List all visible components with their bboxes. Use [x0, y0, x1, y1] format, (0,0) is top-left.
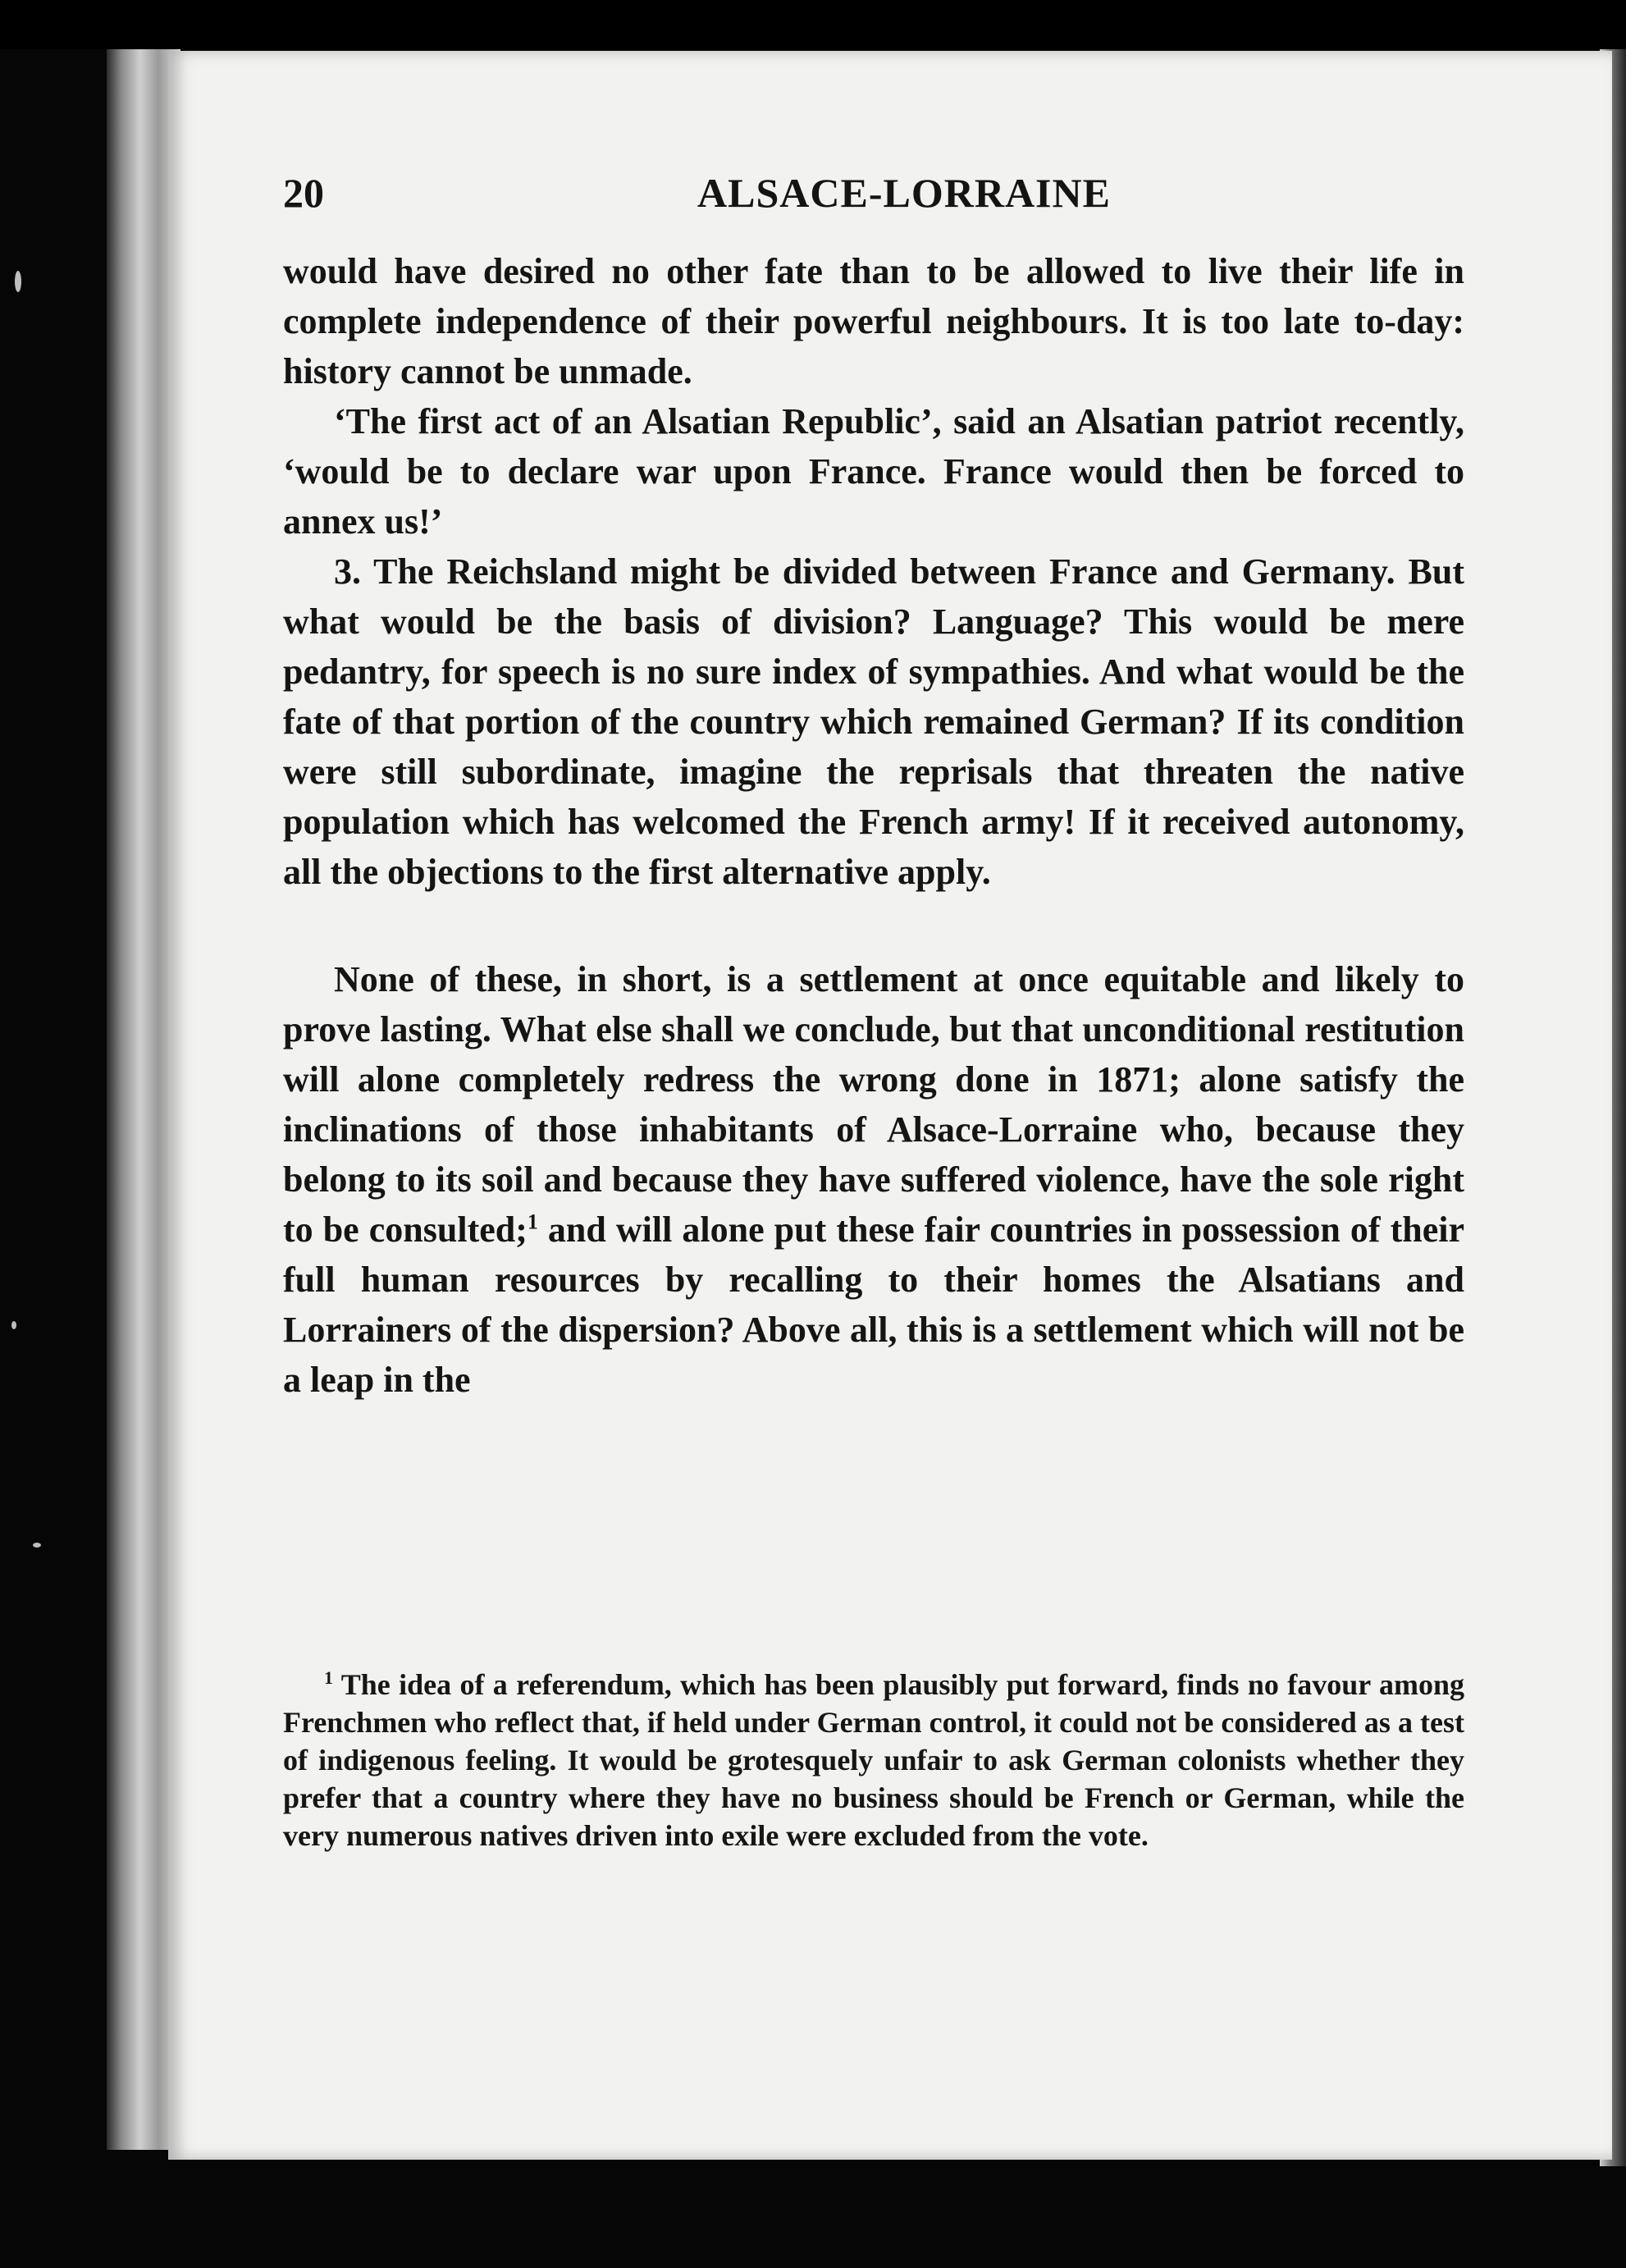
- page-number: 20: [283, 170, 324, 216]
- scan-speck: [33, 1543, 41, 1548]
- scan-speck: [15, 271, 21, 292]
- paragraph: would have desired no other fate than to be allowed to live their life in complete independence of their powerful neighbours. It is too late to-day: history cannot be unmade.: [283, 251, 1464, 391]
- footnote-reference: 1: [527, 1209, 538, 1234]
- body-text: [283, 246, 1464, 1405]
- footnote: [283, 1666, 1464, 1854]
- scan-top-border: [0, 0, 1626, 49]
- footnote-marker: 1: [324, 1667, 333, 1688]
- running-head: ALSACE-LORRAINE: [697, 170, 1111, 216]
- footnote-text-block: [283, 1666, 1464, 1854]
- paragraph: [283, 954, 1464, 1405]
- page-header: [283, 168, 1481, 234]
- scan-speck: [11, 1321, 16, 1329]
- paragraph: 3. The Reichsland might be divided between France and Germany. But what would be the basis of division? Language? This would be mere pedantry, for speech is no sure index of sympathies. And what would be the fate of that portion of the country which remained German? If its condition were still subordinate, imagine the reprisals that threaten the native population which has welcomed the French army! If it received autonomy, all the objections to the first alternative apply.: [283, 551, 1464, 892]
- footnote-text: The idea of a referendum, which has been plausibly put forward, finds no favour among Frenchmen who reflect that, if held under German control, it could not be considered as a test of indigenous feeling. It would be grotesquely unfair to ask German colonists whether they prefer that a country where they have no business should be French or German, while the very numerous natives driven into exile were excluded from the vote.: [283, 1668, 1464, 1852]
- paragraph-text-continued: and will alone put these fair countries in possession of their full human resources by recalling to their homes the Alsatians and Lorrainers of the dispersion? Above all, this is a settlement which will not be a leap in the: [283, 1209, 1464, 1400]
- paragraph: ‘The first act of an Alsatian Republic’, said an Alsatian patriot recently, ‘would be to declare war upon France. France would then be forced to annex us!’: [283, 401, 1464, 542]
- paragraph-text: None of these, in short, is a settlement at once equitable and likely to prove lasting. What else shall we conclude, but that unconditional restitution will alone completely redress the wrong done in 1871; alone satisfy the inclinations of those inhabitants of Alsace-Lorraine who, because they belong to its soil and because they have suffered violence, have the sole right to be consulted;: [283, 959, 1464, 1250]
